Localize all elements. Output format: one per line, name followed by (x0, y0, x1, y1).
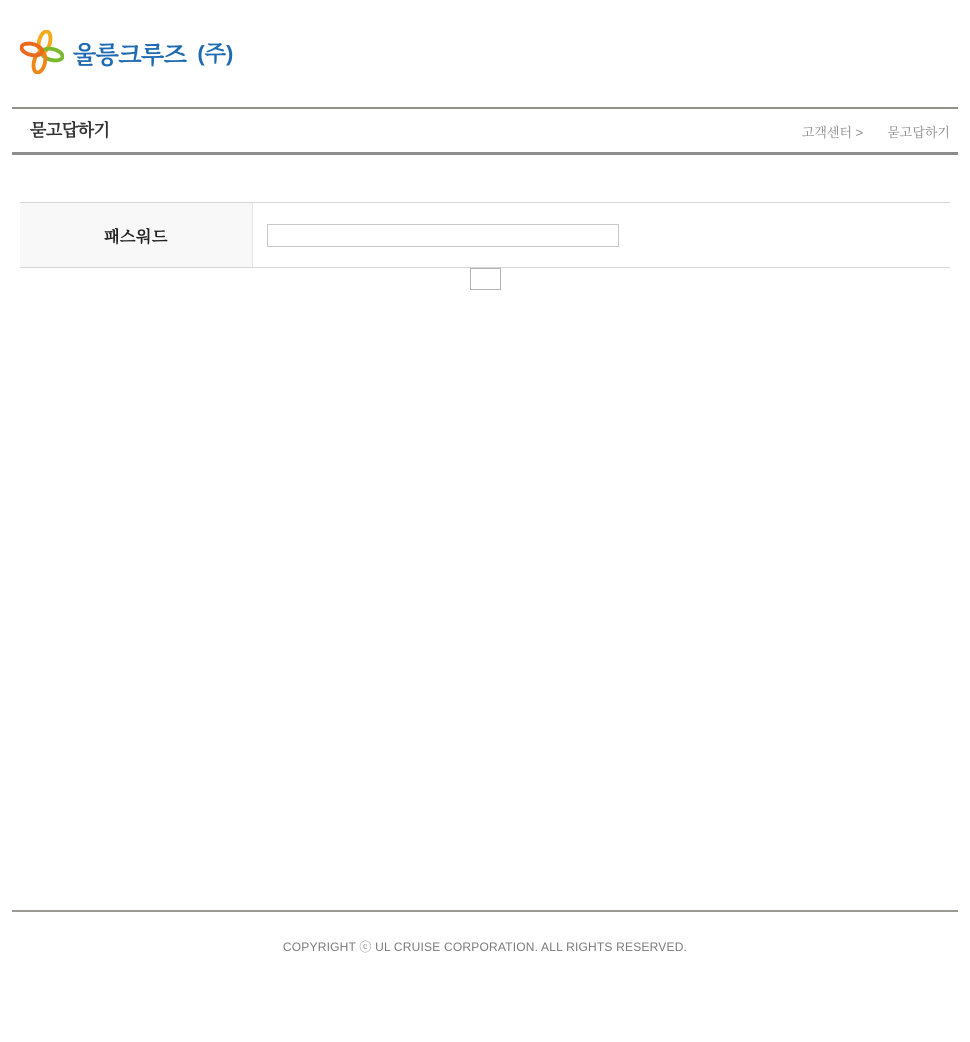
page-title: 묻고답하기 (30, 121, 110, 140)
flower-pinwheel-icon (20, 30, 64, 74)
title-divider (12, 152, 958, 155)
breadcrumb (802, 122, 950, 141)
password-label: 패스워드 (104, 228, 168, 246)
logo-company-name: 울릉크루즈 (73, 41, 187, 69)
password-input[interactable] (267, 224, 619, 247)
submit-button[interactable] (470, 268, 501, 290)
company-logo[interactable] (20, 29, 233, 75)
password-table (20, 202, 950, 268)
password-label-cell (20, 203, 253, 267)
password-input-cell (253, 203, 950, 267)
breadcrumb-current[interactable]: 묻고답하기 (887, 125, 950, 140)
logo-company-suffix: (주) (197, 40, 234, 66)
breadcrumb-parent[interactable]: 고객센터 > (801, 125, 864, 140)
footer-copyright: COPYRIGHT ⓒ UL CRUISE CORPORATION. ALL RIGHTS RESERVED. (282, 940, 688, 954)
footer-divider (12, 910, 958, 912)
header-divider (12, 107, 958, 109)
